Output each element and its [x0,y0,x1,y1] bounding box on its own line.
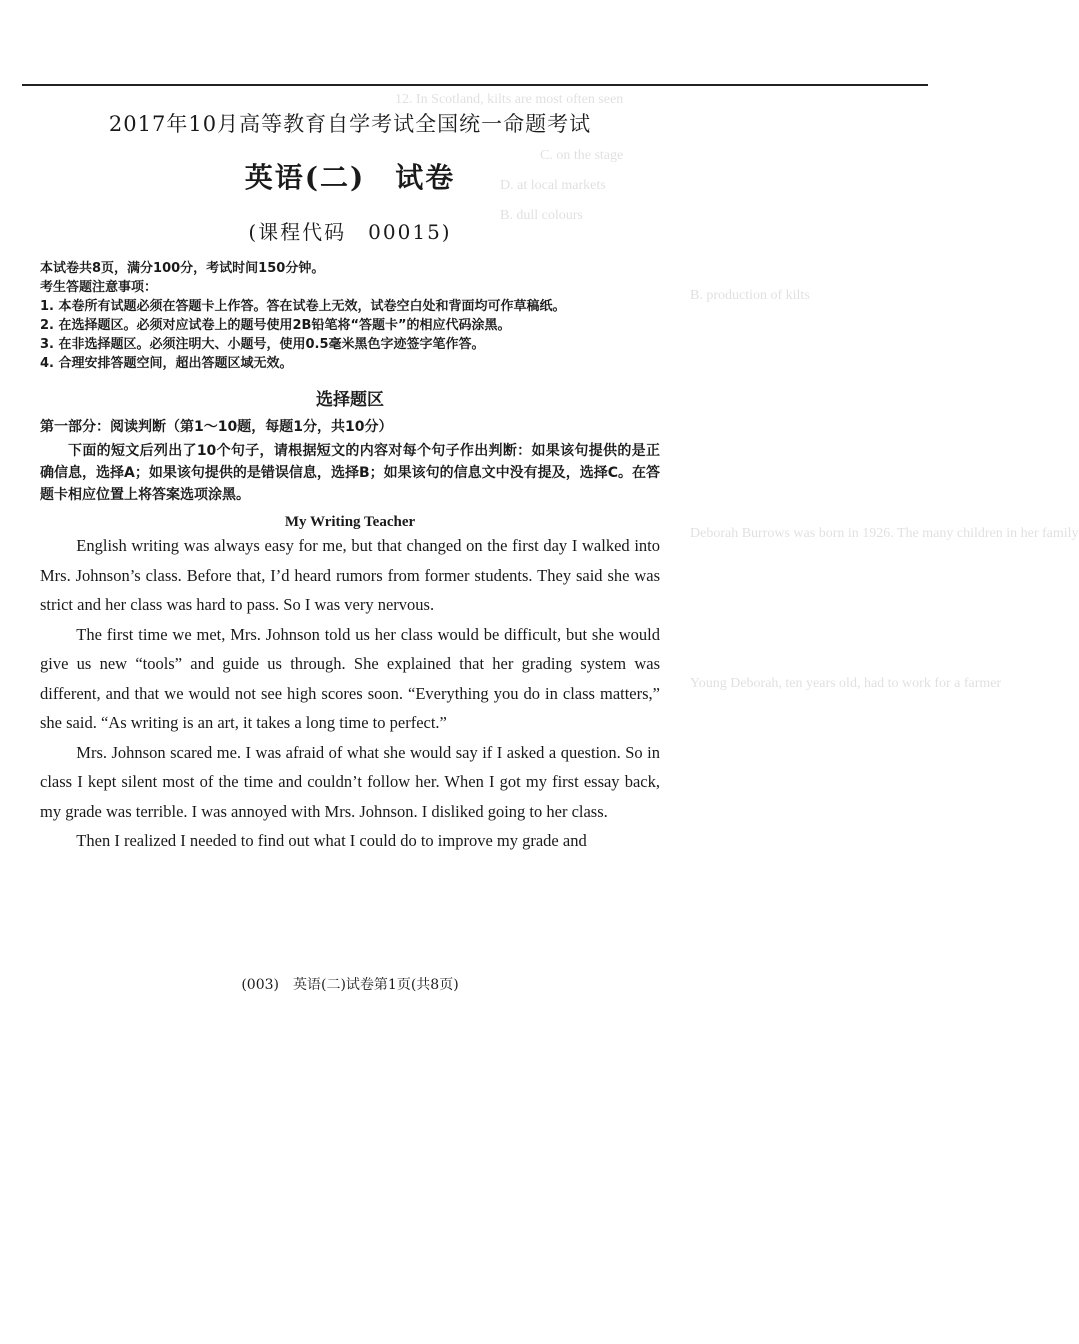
section-title: 选择题区 [316,390,384,410]
bleed-through-text: Deborah Burrows was born in 1926. The many children in her family [690,526,1079,541]
passage-paragraph: Then I realized I needed to find out what I could do to improve my grade and [76,831,587,850]
top-rule [22,84,928,86]
notes-item: 2. 在选择题区。必须对应试卷上的题号使用2B铅笔将“答题卡”的相应代码涂黑。 [40,318,511,333]
page-footer: (003) 英语(二)试卷第1页(共8页) [241,977,459,993]
bleed-through-text: B. dull colours [500,208,583,223]
passage-paragraph: English writing was always easy for me, but that changed on the first day I walked into Mrs. Johnson’s class. Before that, I’d heard rumors from former students. They said she was strict and her class was hard to pass. So I was very nervous. [40,536,660,614]
passage-paragraph: Mrs. Johnson scared me. I was afraid of what she would say if I asked a question. So in class I kept silent most of the time and couldn’t follow her. When I got my first essay back, my grade was terrible. I was annoyed with Mrs. Johnson. I disliked going to her class. [40,742,660,821]
bleed-through-text: Young Deborah, ten years old, had to work for a farmer [690,676,1002,691]
exam-title: 2017年10月高等教育自学考试全国统一命题考试 [108,112,592,136]
bleed-through-text: C. on the stage [540,148,624,163]
passage-paragraph: The first time we met, Mrs. Johnson told us her class would be difficult, but she would give us new “tools” and guide us through. She explained that her grading system was different, and that we would not see high scores soon. “Everything you do in class matters,” she said. “As writing is an art, it takes a long time to perfect.” [40,624,660,732]
exam-notes [40,259,660,373]
bleed-through-text: B. production of kilts [690,288,810,303]
passage-title: My Writing Teacher [284,514,416,530]
notes-summary: 本试卷共8页，满分100分，考试时间150分钟。 [40,261,325,276]
notes-item: 1. 本卷所有试题必须在答题卡上作答。答在试卷上无效，试卷空白处和背面均可作草稿纸。 [40,299,566,314]
course-code: (课程代码 00015) [248,220,452,244]
exam-page [40,100,660,856]
subject-title: 英语(二) 试卷 [244,161,456,194]
part-title: 第一部分：阅读判断（第1～10题，每题1分，共10分） [40,419,393,435]
bleed-through-text: D. at local markets [500,178,606,193]
notes-heading: 考生答题注意事项： [40,280,158,295]
part-instructions: 下面的短文后列出了10个句子，请根据短文的内容对每个句子作出判断：如果该句提供的是正确信息，选择A；如果该句提供的是错误信息，选择B；如果该句的信息文中没有提及，选择C。在答题卡相应位置上将答案选项涂黑。 [40,443,660,503]
bleed-through-text: 12. In Scotland, kilts are most often seen [395,92,624,107]
passage-body [40,531,660,856]
notes-item: 4. 合理安排答题空间，超出答题区域无效。 [40,356,293,371]
notes-item: 3. 在非选择题区。必须注明大、小题号，使用0.5毫米黑色字迹签字笔作答。 [40,337,485,352]
